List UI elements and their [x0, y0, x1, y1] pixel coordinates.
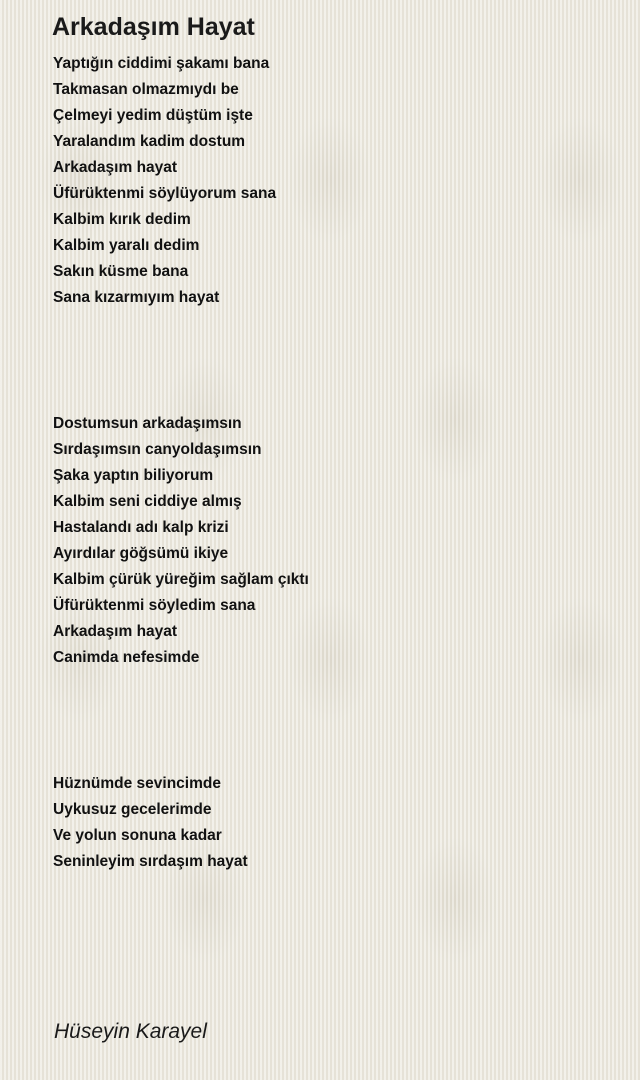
poem-line: Takmasan olmazmıydı be	[53, 81, 239, 98]
poem-line: Sakın küsme bana	[53, 263, 189, 280]
stanza-2	[53, 411, 309, 671]
poem-line: Yaralandım kadim dostum	[53, 133, 246, 150]
poem-title: Arkadaşım Hayat	[52, 13, 255, 41]
poem-line: Ve yolun sonuna kadar	[53, 827, 222, 844]
poem-line: Kalbim kırık dedim	[53, 211, 191, 228]
poem-line: Arkadaşım hayat	[53, 159, 178, 176]
poem-line: Şaka yaptın biliyorum	[53, 467, 214, 484]
poem-line: Kalbim seni ciddiye almış	[53, 493, 242, 510]
poem-line: Ayırdılar göğsümü ikiye	[53, 545, 229, 562]
poem-line: Seninleyim sırdaşım hayat	[53, 853, 248, 870]
poem-line: Uykusuz gecelerimde	[53, 801, 212, 818]
poem-line: Arkadaşım hayat	[53, 623, 178, 640]
poem-line: Kalbim çürük yüreğim sağlam çıktı	[53, 571, 309, 588]
poem-line: Çelmeyi yedim düştüm işte	[53, 107, 253, 124]
poem-line: Kalbim yaralı dedim	[53, 237, 200, 254]
stanza-1	[53, 51, 276, 311]
poem-line: Üfürüktenmi söylüyorum sana	[53, 185, 277, 202]
poem-line: Yaptığın ciddimi şakamı bana	[53, 55, 270, 72]
poem-line: Sırdaşımsın canyoldaşımsın	[53, 441, 262, 458]
poem-line: Canimda nefesimde	[53, 649, 200, 666]
poem-line: Dostumsun arkadaşımsın	[53, 415, 242, 432]
poem-line: Sana kızarmıyım hayat	[53, 289, 220, 306]
poem-line: Hüznümde sevincimde	[53, 775, 221, 792]
stanza-3	[53, 771, 248, 875]
poem-line: Hastalandı adı kalp krizi	[53, 519, 229, 536]
poem-line: Üfürüktenmi söyledim sana	[53, 597, 256, 614]
poem-author: Hüseyin Karayel	[54, 1020, 207, 1043]
